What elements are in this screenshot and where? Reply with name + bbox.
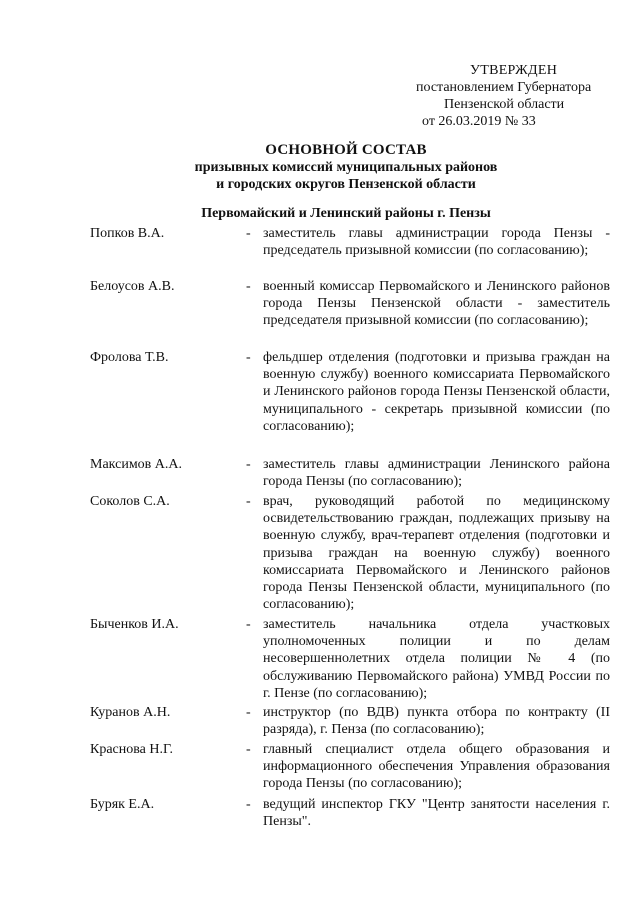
approval-date-number: от 26.03.2019 № 33 bbox=[422, 114, 536, 129]
member-name: Белоусов А.В. bbox=[90, 279, 175, 294]
approval-heading: УТВЕРЖДЕН bbox=[470, 63, 558, 78]
member-dash: - bbox=[246, 617, 251, 632]
member-name: Попков В.А. bbox=[90, 226, 165, 241]
member-description: военный комиссар Первомайского и Ленинского районов города Пензы Пензенской области - заместитель председателя призывной комиссии (по согласованию); bbox=[263, 279, 610, 329]
member-name: Фролова Т.В. bbox=[90, 350, 169, 365]
member-dash: - bbox=[246, 350, 251, 365]
member-description: заместитель начальника отдела участковых уполномоченных полиции и по делам несовершеннолетних отдела полиции № 4 (по обслуживанию Первомайского района) УМВД России по г. Пензе (по согласованию); bbox=[263, 617, 610, 701]
approval-by: постановлением Губернатора bbox=[416, 80, 592, 95]
member-name: Соколов С.А. bbox=[90, 494, 170, 509]
section-title: Первомайский и Ленинский районы г. Пензы bbox=[201, 206, 491, 221]
member-description: врач, руководящий работой по медицинскому освидетельствованию граждан, подлежащих призыву на военную службу, врач-терапевт отделения (подготовки и призыва граждан на военную службу) военного комиссариата Первомайского и Ленинского районов города Пензы Пензенской области, муниципального (по согласованию); bbox=[263, 494, 610, 613]
member-dash: - bbox=[246, 457, 251, 472]
member-description: инструктор (по ВДВ) пункта отбора по контракту (II разряда), г. Пенза (по согласованию); bbox=[263, 705, 610, 738]
member-name: Быченков И.А. bbox=[90, 617, 179, 632]
member-description: фельдшер отделения (подготовки и призыва граждан на военную службу) военного комиссариата Первомайского и Ленинского районов города Пензы Пензенской области, муниципального - секретарь призывной комиссии (по согласованию); bbox=[263, 350, 610, 434]
approval-region: Пензенской области bbox=[444, 97, 565, 112]
member-dash: - bbox=[246, 797, 251, 812]
approval-stamp bbox=[414, 62, 614, 130]
member-description: заместитель главы администрации города Пензы - председатель призывной комиссии (по согласованию); bbox=[263, 226, 610, 259]
member-description: ведущий инспектор ГКУ "Центр занятости населения г. Пензы". bbox=[263, 797, 610, 830]
member-dash: - bbox=[246, 226, 251, 241]
member-dash: - bbox=[246, 742, 251, 757]
member-dash: - bbox=[246, 494, 251, 509]
member-name: Краснова Н.Г. bbox=[90, 742, 174, 757]
member-name: Буряк Е.А. bbox=[90, 797, 155, 812]
title-line-2: призывных комиссий муниципальных районов bbox=[194, 160, 498, 175]
member-name: Куранов А.Н. bbox=[90, 705, 171, 720]
member-dash: - bbox=[246, 279, 251, 294]
member-name: Максимов А.А. bbox=[90, 457, 183, 472]
member-description: заместитель главы администрации Ленинского района города Пензы (по согласованию); bbox=[263, 457, 610, 490]
title-main: ОСНОВНОЙ СОСТАВ bbox=[265, 142, 427, 158]
title-line-3: и городских округов Пензенской области bbox=[216, 177, 476, 192]
member-description: главный специалист отдела общего образования и информационного обеспечения Управления образования города Пензы (по согласованию); bbox=[263, 742, 610, 792]
document-title bbox=[150, 141, 542, 193]
member-dash: - bbox=[246, 705, 251, 720]
